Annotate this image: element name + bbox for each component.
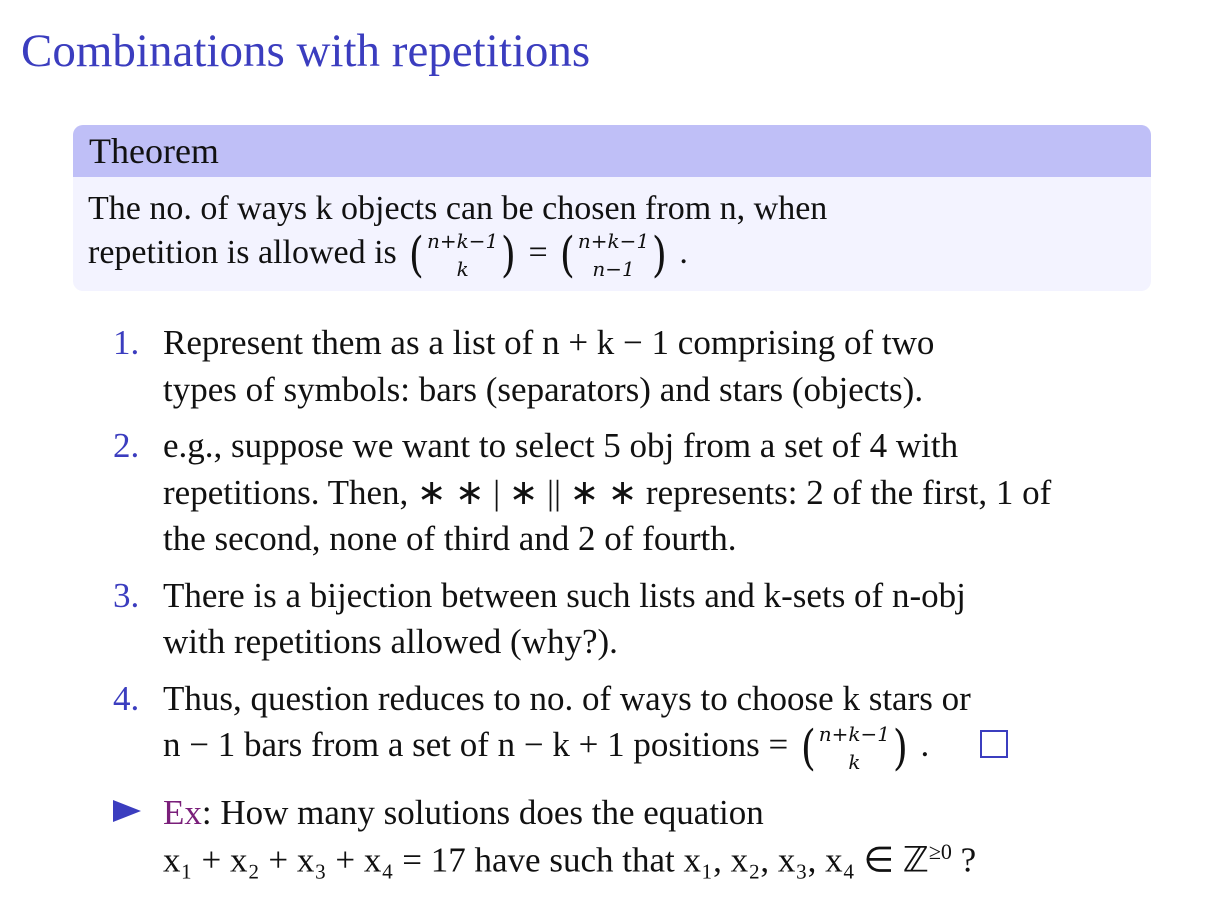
- example-line-2-end: ?: [951, 840, 977, 880]
- theorem-title: Theorem: [73, 125, 1151, 177]
- list-number-1: 1.: [113, 323, 140, 362]
- list-item-1: [113, 320, 1173, 413]
- list-item-2-line-2: repetitions. Then, ∗ ∗ | ∗ || ∗ ∗ represents: 2 of the first, 1 of: [163, 472, 1052, 512]
- binomial-1-stack: [426, 228, 499, 281]
- binomial-1-top: n+k−1: [427, 228, 499, 253]
- theorem-body: [73, 177, 1151, 283]
- binomial-3: [799, 720, 910, 777]
- example-line-1: [163, 790, 1173, 837]
- list-item-4: [113, 676, 1173, 777]
- theorem-line-2: [88, 226, 1133, 283]
- example-block: [113, 790, 1173, 884]
- example-text: [113, 790, 1173, 884]
- right-paren: ): [892, 720, 908, 777]
- theorem-line-2-prefix: repetition is allowed is: [88, 233, 397, 271]
- list-number-4: 4.: [113, 678, 140, 718]
- binomial-2-stack: [577, 228, 650, 281]
- right-paren: ): [501, 226, 517, 283]
- list-item-1-line-1: Represent them as a list of n + k − 1 comprising of two: [163, 323, 935, 362]
- list-item-3-line-2: with repetitions allowed (why?).: [163, 622, 618, 662]
- binomial-2-bottom: n−1: [592, 256, 635, 281]
- left-paren: (: [800, 720, 816, 777]
- binomial-3-top: n+k−1: [818, 722, 891, 747]
- list-item-4-line-2: [163, 720, 1173, 777]
- list-item-4-period: .: [920, 725, 930, 765]
- example-line-2-text: x₁ + x₂ + x₃ + x₄ = 17 have such that x₁, x₂, x₃, x₄ ∈ ℤ: [163, 840, 929, 880]
- right-paren: ): [652, 226, 668, 283]
- equals-sign: =: [528, 233, 548, 271]
- list-item-4-line-1: Thus, question reduces to no. of ways to choose k stars or: [163, 678, 971, 718]
- example-line-1-rest: : How many solutions does the equation: [201, 793, 764, 832]
- list-item-2-line-3: the second, none of third and 2 of fourth.: [163, 519, 737, 559]
- list-number-2: 2.: [113, 426, 140, 466]
- left-paren: (: [560, 226, 576, 283]
- example-label: Ex: [163, 793, 202, 832]
- list-item-4-line-2-prefix: n − 1 bars from a set of n − k + 1 positions =: [163, 725, 789, 765]
- binomial-3-stack: [818, 722, 891, 775]
- theorem-period: .: [679, 233, 688, 271]
- theorem-box: [73, 125, 1151, 291]
- triangle-bullet-icon: [113, 800, 141, 822]
- list-item-2-line-1: e.g., suppose we want to select 5 obj from a set of 4 with: [163, 426, 959, 466]
- list-item-1-line-2: types of symbols: bars (separators) and stars (objects).: [163, 369, 924, 409]
- list-item-3: [113, 573, 1173, 666]
- list-number-3: 3.: [113, 575, 140, 615]
- qed-square-icon: [980, 730, 1008, 758]
- binomial-2-top: n+k−1: [577, 228, 650, 253]
- binomial-3-bottom: k: [848, 750, 861, 775]
- numbered-list: [113, 320, 1173, 782]
- left-paren: (: [409, 226, 425, 283]
- example-line-2: [163, 837, 1173, 884]
- list-item-3-line-1: There is a bijection between such lists and k-sets of n-obj: [163, 575, 966, 615]
- binomial-1-bottom: k: [456, 256, 469, 281]
- binomial-2: [558, 226, 669, 283]
- example-line-2-superscript: ≥0: [928, 838, 952, 864]
- binomial-1: [407, 226, 518, 283]
- slide-title: Combinations with repetitions: [21, 25, 591, 77]
- theorem-line-1: The no. of ways k objects can be chosen from n, when: [88, 190, 828, 227]
- list-item-2: [113, 423, 1173, 563]
